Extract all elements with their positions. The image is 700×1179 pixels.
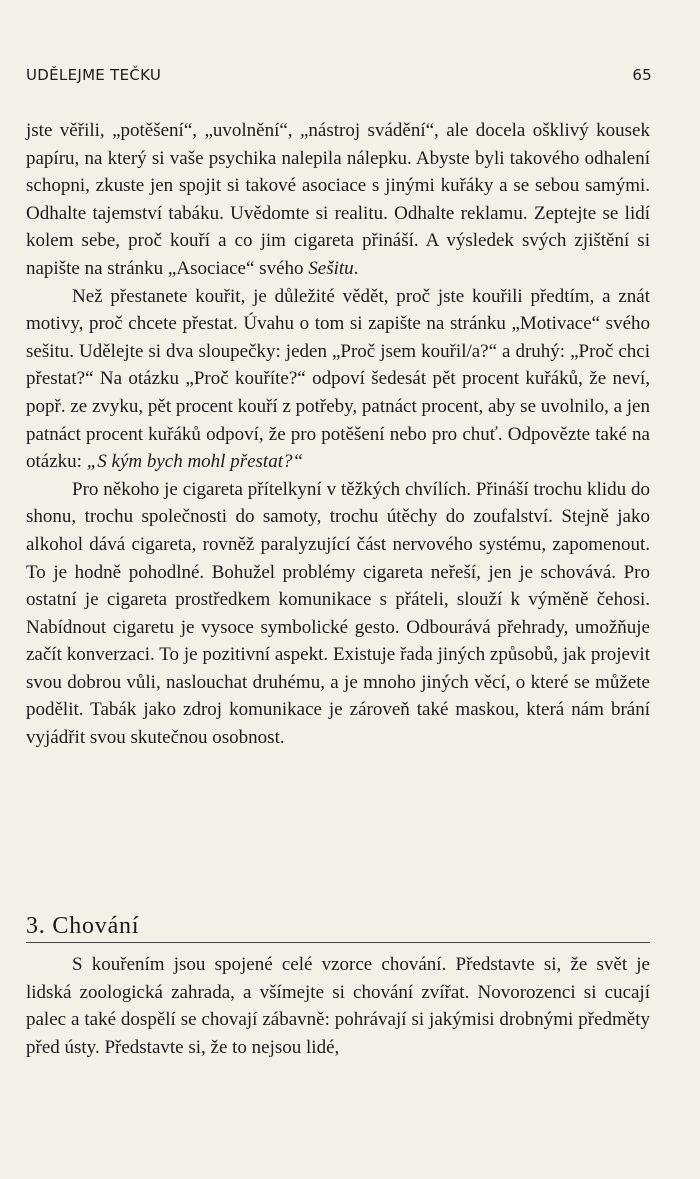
chapter-title: UDĚLEJME TEČKU — [26, 66, 162, 84]
page-number: 65 — [632, 66, 652, 84]
emphasis-text: „S kým bych mohl přestat?“ — [86, 451, 304, 473]
paragraph-continued — [26, 117, 650, 283]
paragraph-text: Než přestanete kouřit, je důležité vědět, proč jste kouřili předtím, a znát motivy, proč chcete přestat. Úvahu o tom si zapište na stránku „Motivace“ svého sešitu. Udělejte si dva sloupečky: jeden „Proč jsem kouřil/a?“ a druhý: „Proč chci přestat?“ Na otázku „Proč kouříte?“ odpoví šedesát pět procent kuřáků, že neví, popř. ze zvyku, pět procent kouří z potřeby, patnáct procent, aby se uvolnilo, a jen patnáct procent kuřáků odpoví, že pro potěšení nebo pro chuť. Odpovězte také na otázku: — [26, 285, 650, 473]
section-heading: 3. Chování — [26, 913, 140, 939]
emphasis-text: Sešitu — [308, 257, 354, 279]
paragraph: Pro někoho je cigareta přítelkyní v těžkých chvílích. Přináší trochu klidu do shonu, trochu společnosti do samoty, trochu útěchy do zoufalství. Stejně jako alkohol dává cigareta, rovněž paralyzující část nervového systému, zapomenout. To je hodně pohodlné. Bohužel problémy cigareta neřeší, jen je schovává. Pro ostatní je cigareta prostředkem komunikace s přáteli, slouží k výměně čehosi. Nabídnout cigaretu je vysoce symbolické gesto. Odbourává přehrady, umožňuje začít konverzaci. To je pozitivní aspekt. Existuje řada jiných způsobů, jak projevit svou dobrou vůli, naslouchat druhému, a je mnoho jiných věcí, o které se můžete podělit. Tabák jako zdroj komunikace je zároveň také maskou, která nám brání vyjádřit svou skutečnou osobnost. — [26, 478, 650, 749]
paragraph — [26, 283, 650, 476]
paragraph: S kouřením jsou spojené celé vzorce chování. Představte si, že svět je lidská zoologická zahrada, a všímejte si chování zvířat. Novorozenci si cucají palec a také dospělí se chovají zábavně: pohrávají si jakýmisi drobnými předměty před ústy. Představte si, že to nejsou lidé, — [26, 954, 650, 1058]
section-divider — [26, 942, 650, 943]
paragraph-text: . — [353, 257, 359, 279]
section-text — [26, 951, 650, 1061]
paragraph-text: jste věřili, „potěšení“, „uvolnění“, „nástroj svádění“, ale docela ošklivý kousek papíru, na který si vaše psychika nalepila nálepku. Abyste byli takového odhalení schopni, zkuste jen spojit si takové asociace s jinými kuřáky a se sebou samými. Odhalte tajemství tabáku. Uvědomte si realitu. Odhalte reklamu. Zeptejte se lidí kolem sebe, proč kouří a co jim cigareta přináší. A výsledek svých zjištění si napište na stránku „Asociace“ svého — [26, 120, 650, 279]
running-header — [26, 66, 652, 86]
main-text — [26, 117, 650, 752]
